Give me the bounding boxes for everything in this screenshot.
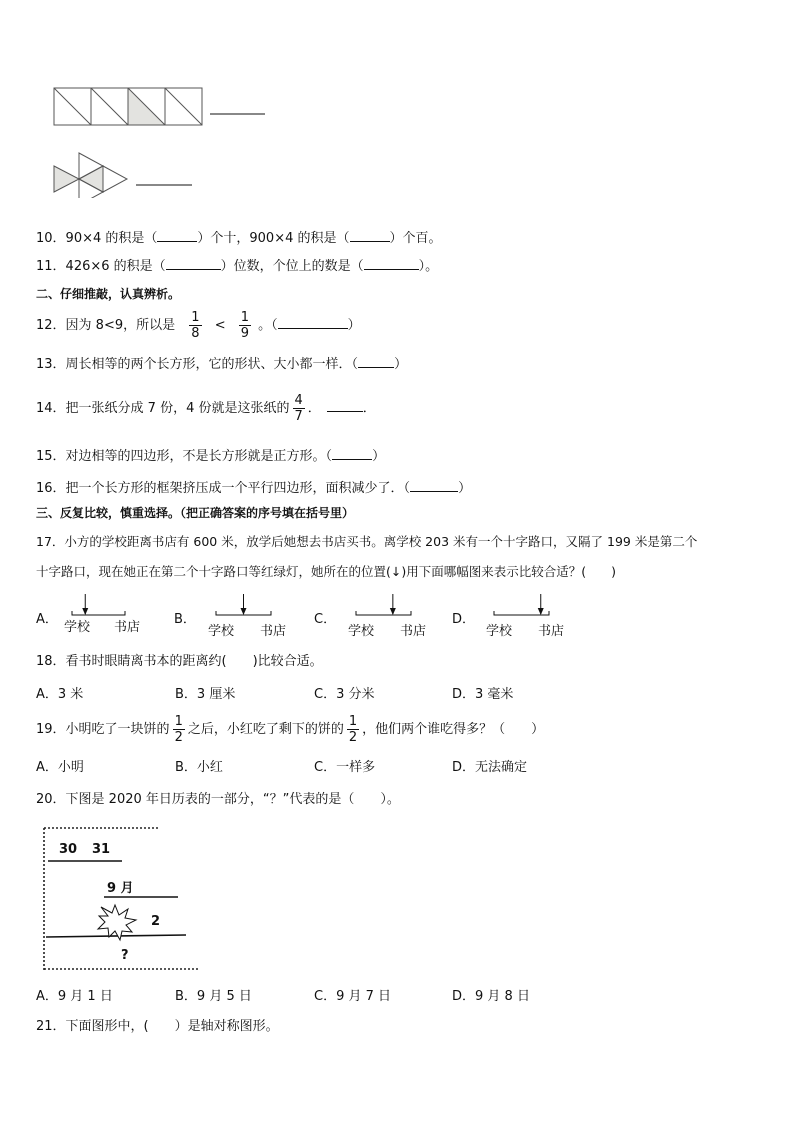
question-10 bbox=[36, 229, 442, 248]
denominator: 9 bbox=[240, 326, 250, 341]
denominator: 2 bbox=[348, 730, 358, 745]
question-18: 18．看书时眼睛离书本的距离约( )比较合适。 bbox=[36, 654, 323, 669]
answer-blank[interactable] bbox=[278, 316, 348, 329]
calendar-day-30: 30 bbox=[59, 842, 78, 857]
route-diagram bbox=[36, 592, 171, 622]
q-text: ） bbox=[458, 481, 472, 496]
calendar-day-31: 31 bbox=[92, 842, 111, 857]
burst-icon bbox=[98, 905, 136, 940]
question-21: 21．下面图形中，( ）是轴对称图形。 bbox=[36, 1019, 279, 1034]
option-letter: B． bbox=[174, 612, 196, 627]
numerator: 1 bbox=[348, 714, 358, 729]
section-3-heading: 三、反复比较，慎重选择。（把正确答案的序号填在括号里） bbox=[36, 506, 355, 520]
denominator: 7 bbox=[294, 409, 303, 424]
calendar-day-2: 2 bbox=[151, 914, 161, 929]
route-diagram bbox=[452, 592, 587, 622]
q-text: 因为 8<9，所以是 bbox=[65, 318, 176, 333]
q-text: 90×4 的积是（ bbox=[65, 231, 158, 246]
answer-blank[interactable] bbox=[350, 229, 390, 242]
q-text: ）个百。 bbox=[389, 231, 442, 246]
school-label: 学校 bbox=[348, 624, 375, 639]
q-text: ，他们两个谁吃得多？（ ） bbox=[362, 722, 545, 737]
q-text: 周长相等的两个长方形，它的形状、大小都一样．（ bbox=[65, 357, 359, 372]
question-12 bbox=[36, 310, 361, 341]
q-number: 12． bbox=[36, 318, 66, 333]
question-16 bbox=[36, 479, 471, 498]
q-text: ）。 bbox=[418, 259, 439, 274]
question-20: 20．下图是 2020 年日历表的一部分，“？”代表的是（ ）。 bbox=[36, 792, 400, 807]
fraction bbox=[347, 714, 359, 745]
question-13 bbox=[36, 355, 407, 374]
arrow-down-icon bbox=[241, 594, 247, 615]
option-b[interactable]: B．3 厘米 bbox=[175, 687, 236, 702]
option-d[interactable]: D．3 毫米 bbox=[452, 687, 514, 702]
question-19 bbox=[36, 714, 544, 745]
q-text: ） bbox=[394, 357, 408, 372]
q-text: 对边相等的四边形，不是长方形就是正方形。（ bbox=[65, 449, 333, 464]
q-text: ． bbox=[307, 401, 321, 416]
answer-blank[interactable] bbox=[332, 447, 372, 460]
option-letter: D． bbox=[452, 612, 476, 627]
calendar-month: 9 月 bbox=[107, 881, 134, 896]
q-number: 15． bbox=[36, 449, 66, 464]
fraction bbox=[173, 714, 185, 745]
answer-blank[interactable] bbox=[358, 355, 394, 368]
option-letter: C． bbox=[314, 612, 337, 627]
question-15 bbox=[36, 447, 385, 466]
fraction bbox=[293, 393, 305, 424]
bookstore-label: 书店 bbox=[400, 624, 427, 639]
fraction bbox=[239, 310, 251, 341]
option-a[interactable]: A．3 米 bbox=[36, 687, 84, 702]
option-a[interactable]: A．小明 bbox=[36, 760, 84, 775]
q-text: ． bbox=[362, 401, 376, 416]
q-number: 13． bbox=[36, 357, 66, 372]
denominator: 2 bbox=[174, 730, 183, 745]
bookstore-label: 书店 bbox=[538, 624, 565, 639]
q-text: ） bbox=[372, 449, 386, 464]
answer-blank[interactable] bbox=[364, 257, 419, 270]
numerator: 1 bbox=[174, 714, 183, 729]
option-d[interactable]: D．无法确定 bbox=[452, 760, 528, 775]
q-text: ） bbox=[347, 318, 361, 333]
q-text: 426×6 的积是（ bbox=[65, 259, 166, 274]
bookstore-label: 书店 bbox=[114, 620, 141, 635]
option-c[interactable]: C．9 月 7 日 bbox=[314, 989, 392, 1004]
q-text: ）位数，个位上的数是（ bbox=[220, 259, 364, 274]
arrow-down-icon bbox=[390, 594, 396, 615]
q-text: 之后，小红吃了剩下的饼的 bbox=[187, 722, 344, 737]
route-diagram bbox=[174, 592, 309, 622]
numerator: 1 bbox=[191, 310, 200, 325]
option-a[interactable]: A．9 月 1 日 bbox=[36, 989, 113, 1004]
section-2-heading: 二、仔细推敲，认真辨析。 bbox=[36, 287, 181, 301]
option-c[interactable] bbox=[314, 592, 449, 642]
option-b[interactable] bbox=[174, 592, 309, 642]
bookstore-label: 书店 bbox=[260, 624, 287, 639]
option-c[interactable]: C．3 分米 bbox=[314, 687, 375, 702]
q-text: 小明吃了一块饼的 bbox=[65, 722, 170, 737]
q-number: 16． bbox=[36, 481, 66, 496]
route-line bbox=[356, 611, 411, 615]
question-17-line2: 十字路口，现在她正在第二个十字路口等红绿灯，她所在的位置(↓)用下面哪幅图来表示比较合适？( ) bbox=[36, 564, 616, 579]
q-text: ）个十，900×4 的积是（ bbox=[197, 231, 350, 246]
option-b[interactable]: B．9 月 5 日 bbox=[175, 989, 252, 1004]
numerator: 1 bbox=[240, 310, 250, 325]
arrow-down-icon bbox=[538, 594, 544, 615]
option-d[interactable]: D．9 月 8 日 bbox=[452, 989, 530, 1004]
arrow-down-icon bbox=[82, 594, 88, 615]
q-text: 。（ bbox=[258, 318, 278, 333]
answer-blank[interactable] bbox=[410, 479, 458, 492]
calendar-question-mark: ? bbox=[121, 948, 129, 963]
squares-figure bbox=[52, 86, 272, 128]
school-label: 学校 bbox=[64, 620, 91, 635]
q-number: 10． bbox=[36, 231, 66, 246]
numerator: 4 bbox=[294, 393, 303, 408]
option-a[interactable] bbox=[36, 592, 171, 642]
school-label: 学校 bbox=[208, 624, 235, 639]
denominator: 8 bbox=[191, 326, 200, 341]
q-number: 14． bbox=[36, 401, 66, 416]
route-line bbox=[72, 611, 125, 615]
question-14 bbox=[36, 393, 376, 424]
q-number: 11． bbox=[36, 259, 66, 274]
q-text: 把一张纸分成 7 份，4 份就是这张纸的 bbox=[65, 401, 290, 416]
question-17-line1: 17．小方的学校距离书店有 600 米，放学后她想去书店买书。离学校 203 米有一个十字路口，又隔了 199 米是第二个 bbox=[36, 534, 698, 549]
option-d[interactable] bbox=[452, 592, 587, 642]
question-11 bbox=[36, 257, 438, 276]
option-letter: A． bbox=[36, 612, 58, 627]
fraction bbox=[189, 310, 201, 341]
q-text: 把一个长方形的框架挤压成一个平行四边形，面积减少了．（ bbox=[65, 481, 411, 496]
route-diagram bbox=[314, 592, 449, 622]
school-label: 学校 bbox=[486, 624, 513, 639]
q-number: 19． bbox=[36, 722, 66, 737]
option-c[interactable]: C．一样多 bbox=[314, 760, 376, 775]
answer-blank[interactable] bbox=[166, 257, 221, 270]
answer-blank[interactable] bbox=[327, 399, 363, 412]
less-than: < bbox=[214, 318, 226, 333]
triangles-figure bbox=[52, 148, 202, 198]
answer-blank[interactable] bbox=[157, 229, 197, 242]
option-b[interactable]: B．小红 bbox=[175, 760, 223, 775]
